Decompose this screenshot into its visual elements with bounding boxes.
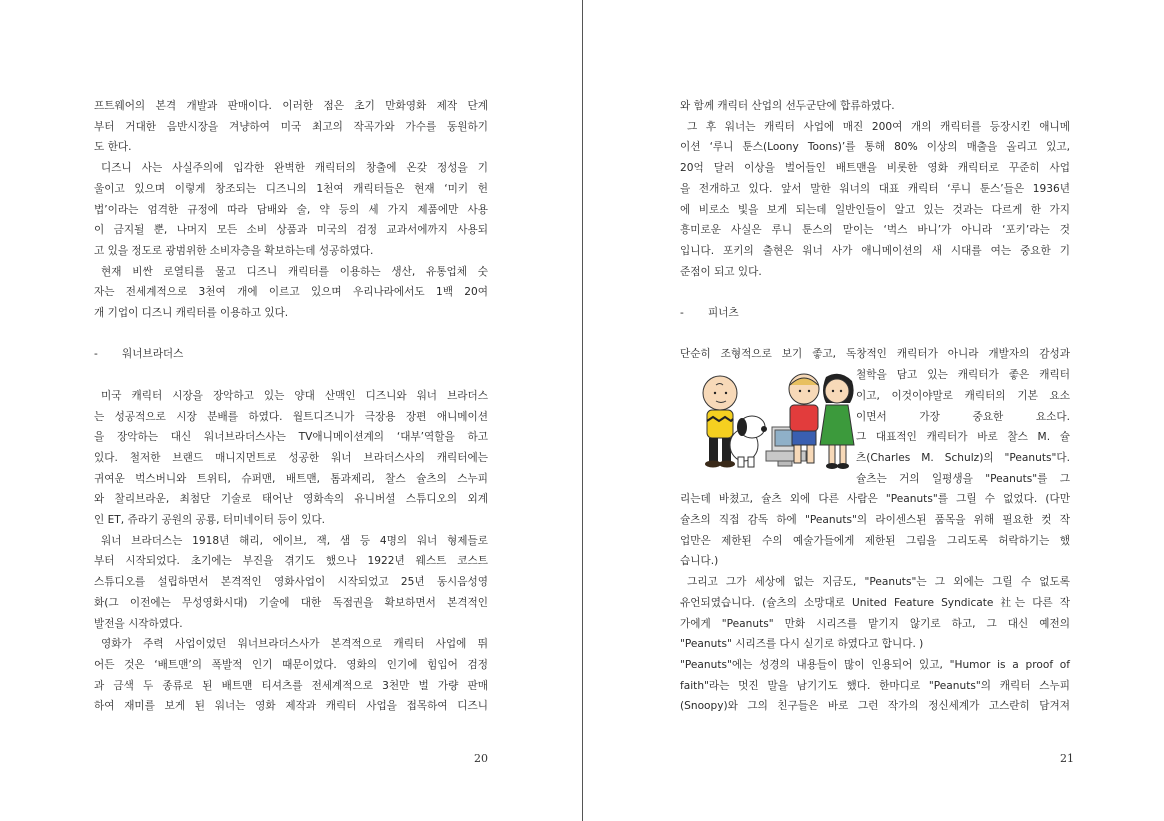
- left-disney-paragraph: [94, 158, 488, 262]
- peanuts-characters-illustration-icon: [680, 365, 856, 489]
- section-heading-warner: [94, 344, 488, 365]
- text-line: "Peanuts"에는 성경의 내용들이 많이 인용되어 있고, "Humor is a proof of: [680, 658, 1070, 671]
- right-faith-paragraph: [680, 655, 1070, 717]
- text-line: 흥미로운 사실은 루니 툰스의 맏이는 ‘벅스 바니’가 아니라 ‘포키’라는 것: [680, 224, 1070, 237]
- text-line: 을 전개하고 있다. 앞서 말한 워너의 대표 캐릭터 ‘루니 툰스’들은 1936년: [680, 182, 1070, 195]
- text-line: 자는 전세계적으로 3천여 개에 이르고 있으며 우리나라에서도 1백 20여: [94, 286, 488, 299]
- text-line: 부터 시작되었다. 초기에는 부진을 겪기도 했으나 1922년 웨스트 코스트: [94, 555, 488, 568]
- text-line: 있다. 철저한 브랜드 매니지먼트로 성공한 워너 브라더스사의 캐릭터에는: [94, 451, 488, 464]
- text-line: 이 금지될 뿐, 나머지 모든 소비 상품과 미국의 검정 교과서에까지 사용되: [94, 224, 488, 237]
- heading-dash: -: [680, 307, 684, 320]
- text-line: 프트웨어의 본격 개발과 판매이다. 이러한 점은 초기 만화영화 제작 단계: [94, 100, 488, 112]
- text-line: 스튜디오를 설립하면서 본격적인 영화사업이 시작되었고 25년 동시음성영: [94, 576, 488, 589]
- text-line: 고 있을 정도로 광범위한 소비자층을 확보하는데 성공하였다.: [94, 244, 374, 257]
- left-batman-paragraph: [94, 634, 488, 717]
- text-line: 업만은 제한된 수의 예술가들에게 제한된 그림을 그리도록 허락하기는 했: [680, 534, 1070, 547]
- page-number: 20: [474, 752, 488, 765]
- text-line: 와 찰리브라운, 최첨단 기술로 태어난 영화속의 유니버셜 스튜디오의 외계: [94, 493, 488, 506]
- right-peanuts-intro: [680, 344, 1070, 489]
- page-number: 21: [1060, 752, 1074, 765]
- right-schulz-paragraph: [680, 489, 1070, 572]
- right-looney-paragraph: [680, 117, 1070, 283]
- heading-dash: -: [94, 348, 98, 361]
- text-line: 준점이 되고 있다.: [680, 265, 762, 278]
- text-line: 철학을 담고 있는 캐릭터가 좋은 캐릭터: [856, 369, 1070, 382]
- text-line: 과 금색 두 종류로 된 배트맨 티셔츠를 전세계적으로 3천만 벌 가량 판매: [94, 679, 488, 692]
- text-line: 워너 브라더스는 1918년 해리, 에이브, 잭, 샘 등 4명의 워너 형제들로: [101, 534, 488, 547]
- text-line: 귀여운 벅스버니와 트위티, 슈퍼맨, 배트맨, 톰과제리, 찰스 슐츠의 스누피: [94, 472, 488, 485]
- text-line: 슐츠는 거의 일평생을 "Peanuts"를 그: [856, 472, 1070, 485]
- text-line: 와 함께 캐릭터 산업의 선두군단에 합류하였다.: [680, 100, 895, 112]
- text-line: 영화가 주력 사업이었던 워너브라더스사가 본격적으로 캐릭터 사업에 뛰: [101, 638, 488, 651]
- text-line: 법’이라는 엄격한 규정에 따라 담배와 술, 약 등의 세 가지 제품에만 사용: [94, 203, 488, 216]
- text-line: 도 한다.: [94, 141, 132, 154]
- text-line: 을 장악하는 대신 워너브라더스사는 TV애니메이션계의 ‘대부’역할을 하고: [94, 431, 488, 444]
- text-line: 이면서 가장 중요한 요소다.: [856, 410, 1070, 423]
- text-line: "Peanuts" 시리즈를 다시 싣기로 하였다고 합니다. ): [680, 638, 924, 651]
- text-line: 어든 것은 ‘배트맨’의 폭발적 인기 때문이었다. 영화의 인기에 힘입어 검정: [94, 658, 488, 671]
- text-line: 유언되였습니다. (슐츠의 소망대로 United Feature Syndicate 社는 다른 작: [680, 596, 1070, 609]
- text-line: 그 후 워너는 캐릭터 사업에 매진 200여 개의 캐릭터를 등장시킨 애니메: [687, 120, 1070, 133]
- text-line: 하여 재미를 보게 된 워너는 영화 제작과 캐릭터 사업을 접목하여 디즈니: [94, 700, 488, 713]
- text-line: 미국 캐릭터 시장을 장악하고 있는 양대 산맥인 디즈니와 워너 브라더스: [101, 389, 488, 402]
- text-line: 20억 달러 이상을 벌어들인 배트맨을 비롯한 영화 캐릭터로 꾸준히 사업: [680, 162, 1070, 175]
- text-line: 화(그 이전에는 무성영화시대) 기술에 대한 독점권을 확보하면서 본격적인: [94, 596, 488, 609]
- text-line: faith"라는 멋진 말을 남기기도 했다. 한마디로 "Peanuts"의 캐릭터 스누피: [680, 679, 1070, 692]
- section-heading-peanuts: [680, 303, 1070, 324]
- text-line: 습니다.): [680, 555, 719, 568]
- text-line: 현재 비싼 로열티를 물고 디즈니 캐릭터를 이용하는 생산, 유통업체 숫: [101, 265, 488, 278]
- text-line: 이션 ‘루니 툰스(Loony Toons)’를 통해 80% 이상의 매출을 올리고 있고,: [680, 141, 1070, 154]
- text-line: (Snoopy)와 그의 친구들은 바로 그런 작가의 정신세계가 고스란히 담겨져: [680, 700, 1070, 713]
- text-line: 개 기업이 디즈니 캐릭터를 이용하고 있다.: [94, 307, 289, 320]
- text-line: 슐츠의 직접 감독 하에 "Peanuts"의 라이센스된 품목을 위해 필요한 컷 작: [680, 514, 1070, 527]
- text-line: 입니다. 포키의 출현은 워너 사가 애니메이션의 새 시대를 여는 중요한 기: [680, 244, 1070, 257]
- text-line: 인 ET, 쥬라기 공원의 공룡, 터미네이터 등이 있다.: [94, 514, 326, 527]
- text-line: 는 성공적으로 시장 분배를 하였다. 월트디즈니가 극장용 장편 애니메이션: [94, 410, 488, 423]
- text-line: 가에게 "Peanuts" 만화 시리즈를 맡기지 않기로 하고, 그 대신 예전의: [680, 617, 1070, 630]
- text-line: 발전을 시작하였다.: [94, 617, 183, 630]
- text-line: 단순히 조형적으로 보기 좋고, 독창적인 캐릭터가 아니라 개발자의 감성과: [680, 348, 1070, 361]
- heading-text: 피너츠: [708, 307, 739, 320]
- left-history-paragraph: [94, 531, 488, 635]
- left-intro-paragraph: [94, 96, 488, 158]
- text-line: 부터 거대한 음반시장을 겨냥하여 미국 최고의 작곡가와 가수를 동원하기: [94, 120, 488, 133]
- left-market-paragraph: [94, 386, 488, 531]
- text-line: 디즈니 사는 사실주의에 입각한 완벽한 캐릭터의 창출에 온갖 정성을 기: [101, 162, 488, 175]
- text-line: 울이고 있으며 이렇게 창조되는 디즈니의 1천여 캐릭터들은 현재 ‘미키 헌: [94, 182, 488, 195]
- text-line: 이고, 이것이야말로 캐릭터의 기본 요소: [856, 389, 1070, 402]
- image-wrapped-text: [856, 365, 1070, 489]
- text-line: 그리고 그가 세상에 없는 지금도, "Peanuts"는 그 외에는 그릴 수 없도록: [687, 576, 1070, 589]
- text-line: 에 비로소 빛을 보게 되는데 일반인들이 알고 있는 것과는 다르게 한 가지: [680, 203, 1070, 216]
- text-line: 그 대표적인 캐릭터가 바로 찰스 M. 슐: [856, 431, 1070, 444]
- right-legacy-paragraph: [680, 572, 1070, 655]
- right-page-text: [680, 96, 1070, 717]
- heading-text: 워너브라더스: [122, 348, 184, 361]
- right-page: [583, 0, 1164, 821]
- left-page-text: [94, 96, 488, 717]
- text-line: 츠(Charles M. Schulz)의 "Peanuts"다.: [856, 451, 1070, 464]
- left-royalty-paragraph: [94, 262, 488, 324]
- right-continuation-paragraph: [680, 96, 1070, 117]
- text-line: 리는데 바쳤고, 슐츠 외에 다른 사람은 "Peanuts"를 그릴 수 없었다. (다만: [680, 493, 1070, 506]
